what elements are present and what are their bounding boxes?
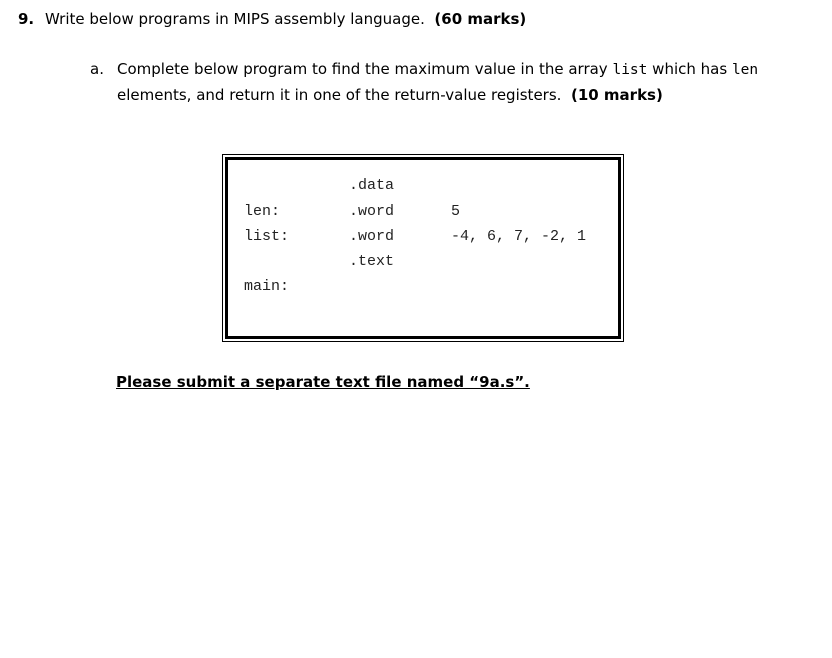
part-a-text-2: which has [652, 60, 728, 78]
question-number: 9. [18, 10, 35, 28]
code-box [222, 154, 624, 342]
code-len-value: 5 [451, 203, 461, 220]
part-a-letter: a. [90, 60, 104, 78]
part-a-code-len: len [731, 62, 759, 78]
part-a-code-list: list [612, 62, 648, 78]
part-a-marks: (10 marks) [570, 86, 663, 104]
code-list-label: list: [244, 228, 290, 245]
part-a-text-1: Complete below program to find the maximum value in the array [117, 60, 608, 78]
code-box-inner [225, 157, 621, 339]
code-list-directive: .word [349, 228, 395, 245]
part-a-text [117, 57, 797, 108]
question-heading [18, 9, 526, 29]
submission-note: Please submit a separate text file named “9a.s”. [116, 373, 530, 391]
part-a-text-3: elements, and return it in one of the return-value registers. [117, 86, 562, 104]
code-data-directive: .data [349, 177, 395, 194]
code-len-label: len: [244, 203, 281, 220]
code-text-directive: .text [349, 253, 395, 270]
code-len-directive: .word [349, 203, 395, 220]
question-marks: (60 marks) [434, 10, 527, 28]
code-main-label: main: [244, 278, 290, 295]
code-list-values: -4, 6, 7, -2, 1 [451, 228, 587, 245]
question-text: Write below programs in MIPS assembly language. [45, 10, 425, 28]
